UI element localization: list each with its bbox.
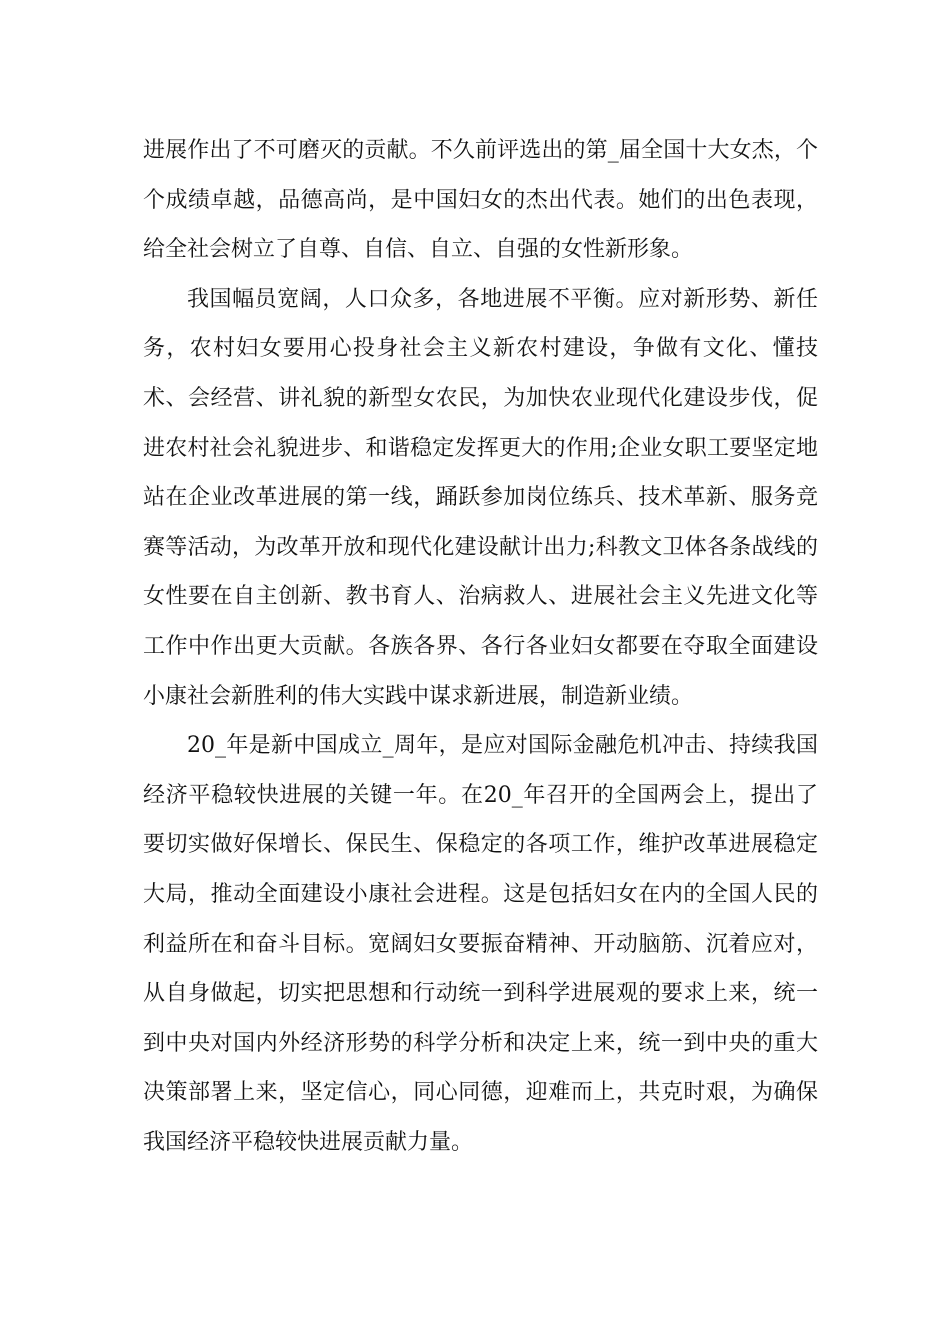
document-body (143, 126, 818, 1167)
paragraph-3: 20_年是新中国成立_周年，是应对国际金融危机冲击、持续我国经济平稳较快进展的关键一年。在20_年召开的全国两会上，提出了要切实做好保增长、保民生、保稳定的各项工作，维护改革进展稳定大局，推动全面建设小康社会进程。这是包括妇女在内的全国人民的利益所在和奋斗目标。宽阔妇女要振奋精神、开动脑筋、沉着应对，从自身做起，切实把思想和行动统一到科学进展观的要求上来，统一到中央对国内外经济形势的科学分析和决定上来，统一到中央的重大决策部署上来，坚定信心，同心同德，迎难而上，共克时艰，为确保我国经济平稳较快进展贡献力量。 (143, 733, 818, 1155)
paragraph-2: 我国幅员宽阔，人口众多，各地进展不平衡。应对新形势、新任务，农村妇女要用心投身社会主义新农村建设，争做有文化、懂技术、会经营、讲礼貌的新型女农民，为加快农业现代化建设步伐，促进农村社会礼貌进步、和谐稳定发挥更大的作用;企业女职工要坚定地站在企业改革进展的第一线，踊跃参加岗位练兵、技术革新、服务竞赛等活动，为改革开放和现代化建设献计出力;科教文卫体各条战线的女性要在自主创新、教书育人、治病救人、进展社会主义先进文化等工作中作出更大贡献。各族各界、各行各业妇女都要在夺取全面建设小康社会新胜利的伟大实践中谋求新进展，制造新业绩。 (143, 286, 818, 709)
paragraph-1: 进展作出了不可磨灭的贡献。不久前评选出的第_届全国十大女杰，个个成绩卓越，品德高尚，是中国妇女的杰出代表。她们的出色表现，给全社会树立了自尊、自信、自立、自强的女性新形象。 (143, 138, 818, 263)
